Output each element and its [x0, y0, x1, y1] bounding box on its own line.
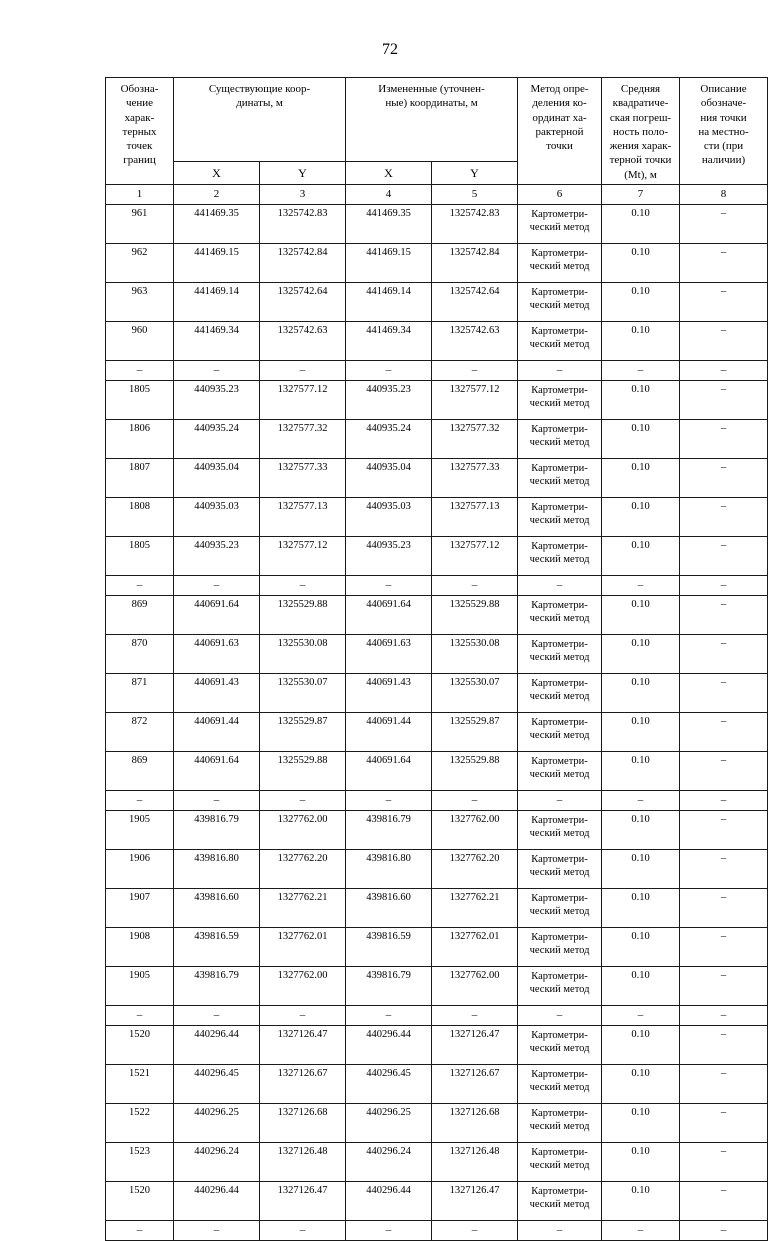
cell-point-description: –: [680, 1182, 768, 1221]
cell-existing-x: 440935.04: [174, 459, 260, 498]
cell-changed-y: 1327126.68: [432, 1104, 518, 1143]
column-header-point-description: Описание обозначе- ния точки на местно- сти (при наличии): [680, 78, 768, 185]
cell-mean-square-error: 0.10: [602, 537, 680, 576]
cell-existing-y: 1327577.12: [260, 381, 346, 420]
cell-point-designation: 1905: [106, 967, 174, 1006]
cell-determination-method: Картометри- ческий метод: [518, 244, 602, 283]
table-row: [106, 205, 768, 244]
table-row: [106, 889, 768, 928]
cell-point-description: –: [680, 1026, 768, 1065]
cell-determination-method: Картометри- ческий метод: [518, 420, 602, 459]
cell-changed-y: 1325529.87: [432, 713, 518, 752]
cell-changed-x: 439816.80: [346, 850, 432, 889]
cell-mean-square-error: –: [602, 1006, 680, 1026]
column-header-changed-x: X: [346, 162, 432, 185]
table-row: [106, 459, 768, 498]
cell-point-description: –: [680, 1221, 768, 1241]
cell-mean-square-error: 0.10: [602, 420, 680, 459]
cell-point-designation: 870: [106, 635, 174, 674]
table-row: [106, 1065, 768, 1104]
column-number-4: 4: [346, 185, 432, 205]
cell-existing-x: 441469.35: [174, 205, 260, 244]
cell-determination-method: Картометри- ческий метод: [518, 928, 602, 967]
cell-existing-x: 440296.44: [174, 1026, 260, 1065]
cell-mean-square-error: 0.10: [602, 674, 680, 713]
cell-changed-y: 1325529.88: [432, 752, 518, 791]
cell-determination-method: Картометри- ческий метод: [518, 381, 602, 420]
column-number-2: 2: [174, 185, 260, 205]
cell-point-designation: 1906: [106, 850, 174, 889]
cell-mean-square-error: 0.10: [602, 1182, 680, 1221]
cell-mean-square-error: 0.10: [602, 1065, 680, 1104]
table-row: [106, 1026, 768, 1065]
coordinates-table-container: [105, 77, 749, 1241]
cell-changed-x: 440691.64: [346, 752, 432, 791]
cell-mean-square-error: 0.10: [602, 1143, 680, 1182]
cell-point-description: –: [680, 537, 768, 576]
cell-mean-square-error: 0.10: [602, 244, 680, 283]
cell-changed-x: 441469.14: [346, 283, 432, 322]
cell-point-designation: 1521: [106, 1065, 174, 1104]
cell-point-designation: 1907: [106, 889, 174, 928]
cell-mean-square-error: 0.10: [602, 752, 680, 791]
cell-determination-method: Картометри- ческий метод: [518, 596, 602, 635]
cell-existing-x: 440296.44: [174, 1182, 260, 1221]
table-row: [106, 635, 768, 674]
cell-existing-y: 1325742.64: [260, 283, 346, 322]
table-row: [106, 322, 768, 361]
cell-existing-x: 441469.14: [174, 283, 260, 322]
cell-changed-y: 1325742.63: [432, 322, 518, 361]
cell-changed-y: 1327762.01: [432, 928, 518, 967]
cell-determination-method: –: [518, 791, 602, 811]
cell-existing-y: 1327577.32: [260, 420, 346, 459]
cell-existing-x: 441469.34: [174, 322, 260, 361]
column-header-existing-x: X: [174, 162, 260, 185]
cell-existing-x: 439816.79: [174, 967, 260, 1006]
cell-existing-y: 1325742.84: [260, 244, 346, 283]
cell-existing-x: 439816.80: [174, 850, 260, 889]
cell-changed-x: 439816.79: [346, 811, 432, 850]
cell-existing-y: 1327577.13: [260, 498, 346, 537]
cell-changed-y: 1327577.32: [432, 420, 518, 459]
cell-changed-y: 1327577.13: [432, 498, 518, 537]
cell-changed-y: –: [432, 1221, 518, 1241]
cell-changed-x: 439816.79: [346, 967, 432, 1006]
cell-changed-x: 440691.44: [346, 713, 432, 752]
cell-mean-square-error: 0.10: [602, 596, 680, 635]
cell-existing-y: 1327577.12: [260, 537, 346, 576]
cell-changed-x: 440935.03: [346, 498, 432, 537]
cell-point-designation: –: [106, 1221, 174, 1241]
cell-existing-y: 1325530.08: [260, 635, 346, 674]
cell-point-description: –: [680, 674, 768, 713]
cell-changed-y: 1325742.83: [432, 205, 518, 244]
cell-determination-method: Картометри- ческий метод: [518, 1104, 602, 1143]
cell-determination-method: Картометри- ческий метод: [518, 1143, 602, 1182]
cell-changed-y: 1327762.21: [432, 889, 518, 928]
cell-existing-y: –: [260, 1006, 346, 1026]
cell-determination-method: Картометри- ческий метод: [518, 752, 602, 791]
cell-point-description: –: [680, 635, 768, 674]
cell-changed-y: 1327126.48: [432, 1143, 518, 1182]
cell-changed-y: 1327762.20: [432, 850, 518, 889]
cell-changed-y: 1327126.47: [432, 1182, 518, 1221]
cell-changed-x: –: [346, 1006, 432, 1026]
table-row: [106, 674, 768, 713]
cell-mean-square-error: 0.10: [602, 381, 680, 420]
cell-point-designation: 871: [106, 674, 174, 713]
cell-existing-x: 439816.59: [174, 928, 260, 967]
table-header: [106, 78, 768, 205]
cell-point-designation: 960: [106, 322, 174, 361]
cell-determination-method: Картометри- ческий метод: [518, 1182, 602, 1221]
cell-determination-method: Картометри- ческий метод: [518, 322, 602, 361]
cell-existing-y: –: [260, 361, 346, 381]
cell-existing-x: 440296.25: [174, 1104, 260, 1143]
cell-changed-y: 1325529.88: [432, 596, 518, 635]
cell-existing-x: 439816.60: [174, 889, 260, 928]
cell-point-description: –: [680, 1143, 768, 1182]
cell-point-description: –: [680, 1006, 768, 1026]
table-row: [106, 1182, 768, 1221]
table-row: [106, 1104, 768, 1143]
cell-existing-x: 440935.23: [174, 537, 260, 576]
cell-changed-x: –: [346, 791, 432, 811]
column-number-5: 5: [432, 185, 518, 205]
table-row: [106, 381, 768, 420]
cell-existing-x: –: [174, 791, 260, 811]
cell-point-designation: 1805: [106, 381, 174, 420]
cell-existing-x: –: [174, 576, 260, 596]
table-row: [106, 967, 768, 1006]
cell-changed-y: 1327126.47: [432, 1026, 518, 1065]
cell-point-description: –: [680, 791, 768, 811]
cell-changed-x: 440935.23: [346, 381, 432, 420]
cell-existing-x: 440691.43: [174, 674, 260, 713]
cell-changed-x: 440691.43: [346, 674, 432, 713]
cell-point-description: –: [680, 811, 768, 850]
cell-point-designation: 1522: [106, 1104, 174, 1143]
column-header-changed-coordinates: Измененные (уточнен- ные) координаты, м: [346, 78, 518, 162]
cell-existing-x: 440935.03: [174, 498, 260, 537]
cell-existing-y: 1327762.00: [260, 811, 346, 850]
cell-point-description: –: [680, 576, 768, 596]
cell-changed-x: 440296.44: [346, 1182, 432, 1221]
cell-determination-method: Картометри- ческий метод: [518, 967, 602, 1006]
cell-existing-y: 1327577.33: [260, 459, 346, 498]
cell-changed-y: 1327762.00: [432, 811, 518, 850]
cell-determination-method: Картометри- ческий метод: [518, 205, 602, 244]
cell-mean-square-error: 0.10: [602, 1026, 680, 1065]
cell-determination-method: Картометри- ческий метод: [518, 1026, 602, 1065]
cell-point-designation: 963: [106, 283, 174, 322]
cell-changed-x: 440691.64: [346, 596, 432, 635]
cell-point-designation: 1520: [106, 1182, 174, 1221]
cell-point-description: –: [680, 850, 768, 889]
cell-changed-y: 1325530.07: [432, 674, 518, 713]
table-separator-row: [106, 1006, 768, 1026]
cell-changed-y: 1327126.67: [432, 1065, 518, 1104]
cell-changed-y: 1325742.64: [432, 283, 518, 322]
cell-point-description: –: [680, 1065, 768, 1104]
cell-changed-x: 440691.63: [346, 635, 432, 674]
cell-determination-method: Картометри- ческий метод: [518, 850, 602, 889]
cell-existing-x: 440935.24: [174, 420, 260, 459]
cell-existing-x: 440691.44: [174, 713, 260, 752]
cell-existing-y: 1325529.87: [260, 713, 346, 752]
cell-mean-square-error: 0.10: [602, 459, 680, 498]
table-separator-row: [106, 576, 768, 596]
cell-existing-x: 441469.15: [174, 244, 260, 283]
cell-existing-y: 1327126.68: [260, 1104, 346, 1143]
table-row: [106, 811, 768, 850]
cell-point-designation: 1905: [106, 811, 174, 850]
cell-changed-x: 441469.35: [346, 205, 432, 244]
cell-existing-y: 1325742.63: [260, 322, 346, 361]
column-number-8: 8: [680, 185, 768, 205]
table-row: [106, 752, 768, 791]
cell-existing-x: 440296.24: [174, 1143, 260, 1182]
cell-changed-y: 1327577.12: [432, 537, 518, 576]
cell-existing-x: 440691.63: [174, 635, 260, 674]
cell-mean-square-error: 0.10: [602, 713, 680, 752]
cell-existing-x: 439816.79: [174, 811, 260, 850]
table-separator-row: [106, 361, 768, 381]
cell-point-designation: 1523: [106, 1143, 174, 1182]
cell-existing-y: 1325742.83: [260, 205, 346, 244]
column-number-6: 6: [518, 185, 602, 205]
cell-point-description: –: [680, 928, 768, 967]
cell-point-designation: 1806: [106, 420, 174, 459]
cell-existing-x: 440935.23: [174, 381, 260, 420]
cell-mean-square-error: –: [602, 791, 680, 811]
column-number-3: 3: [260, 185, 346, 205]
cell-mean-square-error: 0.10: [602, 928, 680, 967]
cell-determination-method: Картометри- ческий метод: [518, 283, 602, 322]
cell-existing-y: –: [260, 576, 346, 596]
column-header-mean-square-error: Средняя квадратиче- ская погреш- ность поло- жения харак- терной точки (Mt), м: [602, 78, 680, 185]
cell-changed-y: 1325530.08: [432, 635, 518, 674]
cell-changed-x: 440935.24: [346, 420, 432, 459]
column-header-existing-coordinates: Существующие коор- динаты, м: [174, 78, 346, 162]
cell-mean-square-error: 0.10: [602, 635, 680, 674]
cell-existing-x: 440691.64: [174, 752, 260, 791]
table-header-row-main: [106, 78, 768, 162]
cell-point-description: –: [680, 205, 768, 244]
cell-mean-square-error: 0.10: [602, 1104, 680, 1143]
cell-existing-y: 1327126.47: [260, 1026, 346, 1065]
cell-determination-method: –: [518, 576, 602, 596]
cell-changed-y: –: [432, 791, 518, 811]
table-row: [106, 420, 768, 459]
cell-changed-x: –: [346, 1221, 432, 1241]
cell-changed-y: 1325742.84: [432, 244, 518, 283]
cell-point-description: –: [680, 596, 768, 635]
cell-point-designation: 1807: [106, 459, 174, 498]
cell-point-description: –: [680, 361, 768, 381]
cell-point-designation: 962: [106, 244, 174, 283]
cell-changed-x: 440296.44: [346, 1026, 432, 1065]
cell-point-designation: 869: [106, 596, 174, 635]
column-header-determination-method: Метод опре- деления ко- ординат ха- рактерной точки: [518, 78, 602, 185]
cell-mean-square-error: 0.10: [602, 811, 680, 850]
cell-existing-y: 1327126.48: [260, 1143, 346, 1182]
cell-existing-y: 1327762.21: [260, 889, 346, 928]
cell-changed-y: –: [432, 1006, 518, 1026]
cell-existing-x: 440691.64: [174, 596, 260, 635]
cell-existing-y: 1327762.01: [260, 928, 346, 967]
table-row: [106, 928, 768, 967]
cell-existing-y: 1327762.00: [260, 967, 346, 1006]
cell-point-description: –: [680, 967, 768, 1006]
cell-determination-method: –: [518, 1221, 602, 1241]
cell-point-designation: 872: [106, 713, 174, 752]
cell-mean-square-error: –: [602, 361, 680, 381]
cell-mean-square-error: –: [602, 576, 680, 596]
cell-mean-square-error: 0.10: [602, 322, 680, 361]
cell-point-designation: 869: [106, 752, 174, 791]
cell-determination-method: –: [518, 361, 602, 381]
cell-point-designation: 1805: [106, 537, 174, 576]
coordinates-table: [105, 77, 768, 1241]
column-header-changed-y: Y: [432, 162, 518, 185]
cell-changed-y: 1327762.00: [432, 967, 518, 1006]
cell-existing-y: 1327126.47: [260, 1182, 346, 1221]
cell-point-description: –: [680, 889, 768, 928]
cell-existing-x: –: [174, 361, 260, 381]
cell-point-description: –: [680, 420, 768, 459]
cell-point-description: –: [680, 752, 768, 791]
table-column-number-row: [106, 185, 768, 205]
cell-existing-x: –: [174, 1006, 260, 1026]
cell-changed-x: 439816.59: [346, 928, 432, 967]
cell-changed-y: –: [432, 576, 518, 596]
table-separator-row: [106, 791, 768, 811]
cell-point-designation: –: [106, 791, 174, 811]
cell-existing-y: 1325530.07: [260, 674, 346, 713]
cell-changed-x: –: [346, 576, 432, 596]
cell-point-designation: –: [106, 576, 174, 596]
cell-changed-x: 440296.45: [346, 1065, 432, 1104]
cell-mean-square-error: –: [602, 1221, 680, 1241]
cell-existing-x: 440296.45: [174, 1065, 260, 1104]
cell-mean-square-error: 0.10: [602, 205, 680, 244]
cell-mean-square-error: 0.10: [602, 850, 680, 889]
cell-changed-x: 440935.04: [346, 459, 432, 498]
column-header-point-designation: Обозна- чение харак- терных точек границ: [106, 78, 174, 185]
cell-determination-method: Картометри- ческий метод: [518, 459, 602, 498]
cell-mean-square-error: 0.10: [602, 967, 680, 1006]
cell-determination-method: Картометри- ческий метод: [518, 889, 602, 928]
cell-point-designation: 1908: [106, 928, 174, 967]
cell-existing-y: 1327126.67: [260, 1065, 346, 1104]
cell-changed-y: 1327577.12: [432, 381, 518, 420]
cell-mean-square-error: 0.10: [602, 498, 680, 537]
cell-point-designation: –: [106, 1006, 174, 1026]
cell-existing-y: 1327762.20: [260, 850, 346, 889]
cell-existing-y: 1325529.88: [260, 596, 346, 635]
cell-existing-y: 1325529.88: [260, 752, 346, 791]
table-row: [106, 283, 768, 322]
column-header-existing-y: Y: [260, 162, 346, 185]
cell-changed-x: –: [346, 361, 432, 381]
cell-point-designation: 1808: [106, 498, 174, 537]
cell-determination-method: Картометри- ческий метод: [518, 713, 602, 752]
cell-changed-x: 439816.60: [346, 889, 432, 928]
cell-changed-y: 1327577.33: [432, 459, 518, 498]
cell-determination-method: Картометри- ческий метод: [518, 635, 602, 674]
cell-mean-square-error: 0.10: [602, 889, 680, 928]
cell-changed-x: 440296.25: [346, 1104, 432, 1143]
table-row: [106, 498, 768, 537]
table-row: [106, 1143, 768, 1182]
cell-existing-y: –: [260, 791, 346, 811]
cell-changed-x: 440935.23: [346, 537, 432, 576]
page-number: 72: [382, 41, 398, 58]
cell-determination-method: Картометри- ческий метод: [518, 498, 602, 537]
cell-point-designation: 961: [106, 205, 174, 244]
cell-existing-x: –: [174, 1221, 260, 1241]
cell-determination-method: –: [518, 1006, 602, 1026]
cell-point-description: –: [680, 244, 768, 283]
table-row: [106, 244, 768, 283]
cell-determination-method: Картометри- ческий метод: [518, 1065, 602, 1104]
cell-determination-method: Картометри- ческий метод: [518, 674, 602, 713]
cell-point-description: –: [680, 322, 768, 361]
table-row: [106, 596, 768, 635]
column-number-1: 1: [106, 185, 174, 205]
cell-changed-y: –: [432, 361, 518, 381]
cell-changed-x: 441469.34: [346, 322, 432, 361]
cell-point-designation: 1520: [106, 1026, 174, 1065]
cell-point-description: –: [680, 713, 768, 752]
table-row: [106, 537, 768, 576]
cell-existing-y: –: [260, 1221, 346, 1241]
cell-point-description: –: [680, 381, 768, 420]
cell-determination-method: Картометри- ческий метод: [518, 537, 602, 576]
cell-changed-x: 440296.24: [346, 1143, 432, 1182]
table-row: [106, 850, 768, 889]
cell-point-description: –: [680, 498, 768, 537]
table-body: [106, 205, 768, 1241]
cell-point-description: –: [680, 1104, 768, 1143]
cell-determination-method: Картометри- ческий метод: [518, 811, 602, 850]
cell-point-description: –: [680, 459, 768, 498]
cell-changed-x: 441469.15: [346, 244, 432, 283]
cell-point-description: –: [680, 283, 768, 322]
table-row: [106, 713, 768, 752]
table-separator-row: [106, 1221, 768, 1241]
column-number-7: 7: [602, 185, 680, 205]
cell-point-designation: –: [106, 361, 174, 381]
cell-mean-square-error: 0.10: [602, 283, 680, 322]
